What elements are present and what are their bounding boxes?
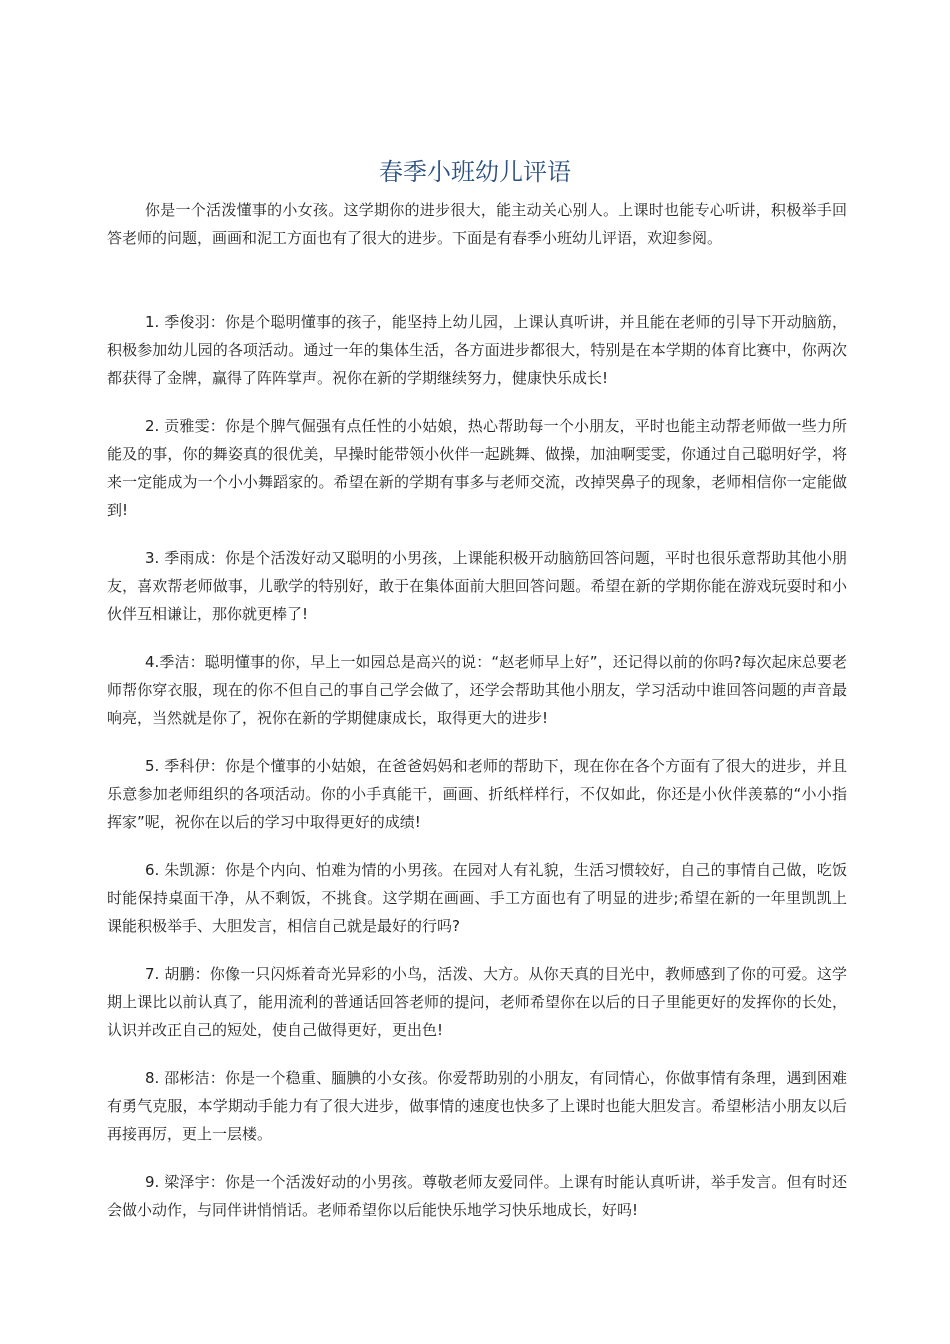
comment-list (107, 308, 847, 1244)
comment-item-2: 2. 贡雅雯：你是个脾气倔强有点任性的小姑娘，热心帮助每一个小朋友，平时也能主动帮老师做一些力所能及的事，你的舞姿真的很优美，早操时能带领小伙伴一起跳舞、做操，加油啊雯雯，你通过自己聪明好学，将来一定能成为一个小小舞蹈家的。希望在新的学期有事多与老师交流，改掉哭鼻子的现象，老师相信你一定能做到! (107, 417, 847, 519)
comment-item-8: 8. 邵彬洁：你是一个稳重、腼腆的小女孩。你爱帮助别的小朋友，有同情心，你做事情有条理，遇到困难有勇气克服，本学期动手能力有了很大进步，做事情的速度也快多了上课时也能大胆发言。希望彬洁小朋友以后再接再厉，更上一层楼。 (107, 1069, 847, 1143)
comment-item-5: 5. 季科伊：你是个懂事的小姑娘，在爸爸妈妈和老师的帮助下，现在你在各个方面有了很大的进步，并且乐意参加老师组织的各项活动。你的小手真能干，画画、折纸样样行，不仅如此，你还是小伙伴羡慕的“小小指挥家”呢，祝你在以后的学习中取得更好的成绩! (107, 757, 847, 831)
comment-item-7: 7. 胡鹏：你像一只闪烁着奇光异彩的小鸟，活泼、大方。从你天真的目光中，教师感到了你的可爱。这学期上课比以前认真了，能用流利的普通话回答老师的提问，老师希望你在以后的日子里能更好的发挥你的长处，认识并改正自己的短处，使自己做得更好，更出色! (107, 965, 847, 1039)
comment-item-3: 3. 季雨成：你是个活泼好动又聪明的小男孩，上课能积极开动脑筋回答问题，平时也很乐意帮助其他小朋友，喜欢帮老师做事，儿歌学的特别好，敢于在集体面前大胆回答问题。希望在新的学期你能在游戏玩耍时和小伙伴互相谦让，那你就更棒了! (107, 549, 847, 623)
intro-paragraph: 你是一个活泼懂事的小女孩。这学期你的进步很大，能主动关心别人。上课时也能专心听讲，积极举手回答老师的问题，画画和泥工方面也有了很大的进步。下面是有春季小班幼儿评语，欢迎参阅。 (107, 201, 847, 247)
comment-item-4: 4.季洁：聪明懂事的你，早上一如园总是高兴的说：“赵老师早上好”，还记得以前的你吗?每次起床总要老师帮你穿衣服，现在的你不但自己的事自己学会做了，还学会帮助其他小朋友，学习活动中谁回答问题的声音最响亮，当然就是你了，祝你在新的学期健康成长，取得更大的进步! (107, 653, 847, 727)
comment-item-6: 6. 朱凯源：你是个内向、怕难为情的小男孩。在园对人有礼貌，生活习惯较好，自己的事情自己做，吃饭时能保持桌面干净，从不剩饭，不挑食。这学期在画画、手工方面也有了明显的进步;希望在新的一年里凯凯上课能积极举手、大胆发言，相信自己就是最好的行吗? (107, 861, 847, 935)
comment-item-1: 1. 季俊羽：你是个聪明懂事的孩子，能坚持上幼儿园，上课认真听讲，并且能在老师的引导下开动脑筋，积极参加幼儿园的各项活动。通过一年的集体生活，各方面进步都很大，特别是在本学期的体育比赛中，你两次都获得了金牌，赢得了阵阵掌声。祝你在新的学期继续努力，健康快乐成长! (107, 313, 847, 387)
comment-item-9: 9. 梁泽宇：你是一个活泼好动的小男孩。尊敬老师友爱同伴。上课有时能认真听讲，举手发言。但有时还会做小动作，与同伴讲悄悄话。老师希望你以后能快乐地学习快乐地成长，好吗! (107, 1173, 847, 1219)
document-title: 春季小班幼儿评语 (379, 158, 571, 186)
